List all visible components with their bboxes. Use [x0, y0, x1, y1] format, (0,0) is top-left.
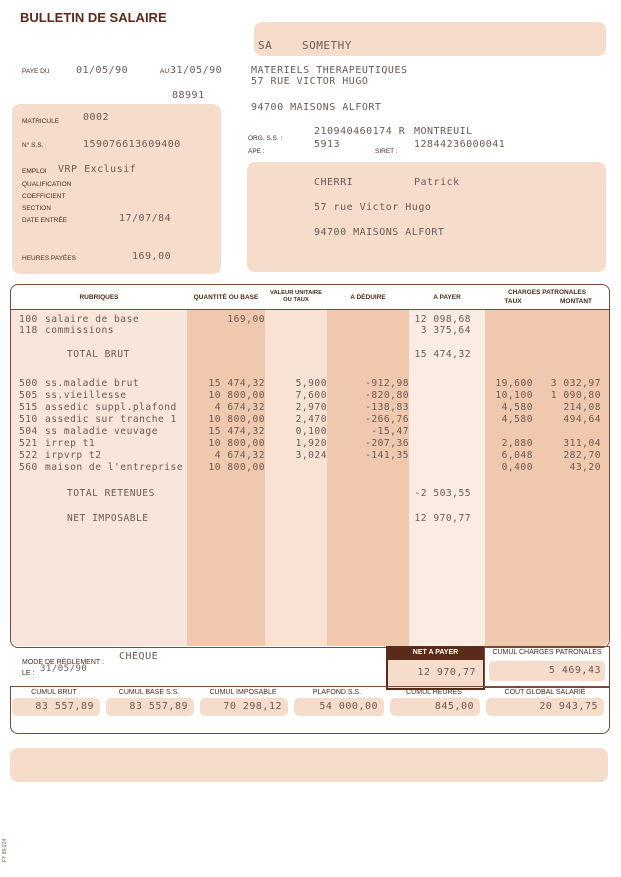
cell-deduct: -138,83	[365, 402, 409, 413]
cell-cmontant: 43,20	[569, 462, 601, 473]
cumul-base-value: 83 557,89	[129, 701, 188, 712]
cell-code: 515	[19, 402, 38, 413]
au-label: AU	[160, 68, 170, 75]
table-row	[11, 513, 611, 524]
cell-code: 118	[19, 325, 38, 336]
cell-label: TOTAL BRUT	[67, 349, 130, 360]
column-quantite-shade	[187, 310, 265, 646]
cell-label: irrep t1	[45, 438, 96, 449]
cell-code: 500	[19, 378, 38, 389]
cell-ctaux: 4,580	[501, 414, 533, 425]
table-row	[11, 438, 611, 449]
cell-rate: 7,600	[295, 390, 327, 401]
header-rubriques: RUBRIQUES	[79, 294, 119, 301]
column-payer-shade	[409, 310, 485, 646]
plafond-box	[294, 698, 384, 716]
column-valeur-shade	[265, 310, 327, 646]
cell-code: 521	[19, 438, 38, 449]
table-row	[11, 414, 611, 425]
table-row	[11, 402, 611, 413]
cell-label: ss.vieillesse	[45, 390, 127, 401]
cell-cmontant: 214,08	[563, 402, 601, 413]
org-ss-city: MONTREUIL	[414, 126, 473, 137]
cell-pay: 12 970,77	[414, 513, 471, 524]
header-montant: MONTANT	[559, 298, 592, 305]
employee-info-box	[12, 104, 221, 274]
notes-box	[10, 748, 608, 782]
paye-du-label: PAYE DU	[22, 68, 50, 75]
ape-value: 5913	[314, 139, 341, 150]
cell-deduct: -266,76	[365, 414, 409, 425]
header-divider	[11, 309, 609, 310]
qualification-label: QUALIFICATION	[22, 181, 72, 188]
emploi-value: VRP Exclusif	[58, 164, 137, 175]
le-value: 31/05/90	[40, 664, 88, 674]
table-row	[11, 325, 611, 336]
cell-deduct: -207,36	[365, 438, 409, 449]
date-entree-value: 17/07/84	[119, 213, 172, 224]
cell-qty: 10 800,00	[208, 438, 265, 449]
header-quantite: QUANTITÉ OU BASE	[193, 294, 259, 301]
table-row	[11, 378, 611, 389]
cell-cmontant: 282,70	[563, 450, 601, 461]
employer-name: SOMETHY	[302, 39, 352, 52]
siret-label: SIRET :	[375, 148, 398, 155]
paye-du-value: 01/05/90	[76, 65, 129, 76]
cell-ctaux: 2,880	[501, 438, 533, 449]
ss-label: N° S.S.	[22, 142, 44, 149]
cell-rate: 2,470	[295, 414, 327, 425]
employee-address: 57 rue Victor Hugo	[314, 202, 432, 213]
cell-cmontant: 3 032,97	[550, 378, 601, 389]
cumul-brut-value: 83 557,89	[35, 701, 94, 712]
cell-rate: 0,100	[295, 426, 327, 437]
employer-city: 94700 MAISONS ALFORT	[251, 102, 382, 113]
lines-table	[10, 284, 610, 648]
cell-label: maison de l'entreprise	[45, 462, 184, 473]
cell-label: irpvrp t2	[45, 450, 102, 461]
ape-label: APE :	[248, 148, 265, 155]
cell-label: TOTAL RETENUES	[67, 488, 155, 499]
cell-label: assedic suppl.plafond	[45, 402, 177, 413]
table-row	[11, 390, 611, 401]
cumul-charges-value: 5 469,43	[548, 665, 601, 676]
cell-pay: 3 375,64	[420, 325, 471, 336]
cell-rate: 5,900	[295, 378, 327, 389]
org-ss-value: 210940460174 R	[314, 126, 406, 137]
matricule-value: 0002	[83, 112, 110, 123]
cell-label: NET IMPOSABLE	[67, 513, 149, 524]
cell-qty: 15 474,32	[208, 378, 265, 389]
cell-code: 505	[19, 390, 38, 401]
cumul-imposable-box	[200, 698, 288, 716]
cell-pay: 12 098,68	[414, 314, 471, 325]
table-row	[11, 314, 611, 325]
cout-global-label: COÛT GLOBAL SALARIÉ	[504, 689, 586, 696]
cumul-charges-box	[484, 646, 610, 688]
cell-ctaux: 4,580	[501, 402, 533, 413]
header-valeur: VALEUR UNITAIRE OU TAUX	[270, 290, 322, 303]
net-a-payer-value: 12 970,77	[417, 667, 476, 678]
cell-code: 560	[19, 462, 38, 473]
cumul-heures-value: 845,00	[434, 701, 474, 712]
cell-ctaux: 0,400	[501, 462, 533, 473]
cell-qty: 10 800,00	[208, 462, 265, 473]
org-ss-label: ORG. S.S. :	[248, 135, 283, 142]
cout-global-value: 20 943,75	[539, 701, 598, 712]
section-label: SECTION	[22, 205, 51, 212]
employer-prefix: SA	[258, 39, 273, 52]
plafond-label: PLAFOND S.S.	[312, 689, 362, 696]
table-row	[11, 349, 611, 360]
document-title: BULLETIN DE SALAIRE	[20, 10, 167, 25]
cumul-heures-label: CUMUL HEURES	[406, 689, 462, 696]
cumul-imposable-value: 70 298,12	[223, 701, 282, 712]
cell-label: ss.maladie brut	[45, 378, 140, 389]
table-row	[11, 450, 611, 461]
net-a-payer-label: NET A PAYER	[412, 649, 459, 656]
cell-deduct: -15,47	[371, 426, 409, 437]
cell-rate: 2,970	[295, 402, 327, 413]
header-charges: CHARGES PATRONALES	[507, 289, 587, 296]
cell-qty: 169,00	[227, 314, 265, 325]
mode-label: MODE DE RÈGLEMENT :	[22, 659, 104, 666]
column-charges-shade	[485, 310, 609, 646]
cell-qty: 10 800,00	[208, 390, 265, 401]
cell-qty: 15 474,32	[208, 426, 265, 437]
cell-code: 510	[19, 414, 38, 425]
table-row	[11, 488, 611, 499]
le-label: LE :	[22, 670, 35, 677]
cumul-charges-label: CUMUL CHARGES PATRONALES	[492, 649, 602, 656]
employer-activity: MATERIELS THERAPEUTIQUES	[251, 65, 408, 76]
code-value: 88991	[172, 90, 205, 101]
cell-ctaux: 6,048	[501, 450, 533, 461]
table-row	[11, 462, 611, 473]
cumul-base-box	[106, 698, 194, 716]
header-payer: A PAYER	[433, 294, 461, 301]
heures-label: HEURES PAYÉES	[22, 255, 76, 262]
cell-code: 504	[19, 426, 38, 437]
cell-rate: 1,920	[295, 438, 327, 449]
cell-label: salaire de base	[45, 314, 140, 325]
cumul-brut-box	[12, 698, 100, 716]
column-rubriques-shade	[11, 310, 187, 646]
column-deduire-shade	[327, 310, 409, 646]
net-a-payer-box	[386, 646, 485, 690]
heures-value: 169,00	[132, 251, 172, 262]
cumul-brut-label: CUMUL BRUT	[31, 689, 77, 696]
cell-pay: 15 474,32	[414, 349, 471, 360]
header-taux: TAUX	[504, 298, 522, 305]
employee-city: 94700 MAISONS ALFORT	[314, 227, 445, 238]
ss-value: 159076613609400	[83, 139, 181, 150]
header-deduire: A DÉDUIRE	[350, 294, 386, 301]
matricule-label: MATRICULE	[22, 118, 60, 125]
cell-qty: 4 674,32	[214, 450, 265, 461]
cell-label: ss maladie veuvage	[45, 426, 158, 437]
cell-label: commissions	[45, 325, 115, 336]
cell-deduct: -141,35	[365, 450, 409, 461]
siret-value: 12844236000041	[414, 139, 506, 150]
mode-value: CHEQUE	[119, 651, 159, 662]
cell-ctaux: 10,100	[495, 390, 533, 401]
cell-label: assedic sur tranche 1	[45, 414, 177, 425]
date-entree-label: DATE ENTRÉE	[22, 217, 68, 224]
cell-deduct: -820,80	[365, 390, 409, 401]
cell-cmontant: 311,04	[563, 438, 601, 449]
cell-deduct: -912,98	[365, 378, 409, 389]
cell-rate: 3,024	[295, 450, 327, 461]
cout-global-box	[486, 698, 604, 716]
cell-code: 522	[19, 450, 38, 461]
employee-first-name: Patrick	[414, 177, 460, 188]
employee-last-name: CHERRI	[314, 177, 354, 188]
employer-address: 57 RUE VICTOR HUGO	[251, 76, 369, 87]
cell-pay: -2 503,55	[414, 488, 471, 499]
cell-cmontant: 1 090,80	[550, 390, 601, 401]
form-reference: FY 89-224	[2, 838, 8, 862]
au-value: 31/05/90	[170, 65, 223, 76]
table-row	[11, 426, 611, 437]
cumul-imposable-label: CUMUL IMPOSABLE	[209, 689, 277, 696]
cell-code: 100	[19, 314, 38, 325]
emploi-label: EMPLOI	[22, 168, 47, 175]
cell-qty: 4 674,32	[214, 402, 265, 413]
cumul-base-label: CUMUL BASE S.S.	[118, 689, 180, 696]
cell-ctaux: 19,600	[495, 378, 533, 389]
plafond-value: 54 000,00	[319, 701, 378, 712]
cell-cmontant: 494,64	[563, 414, 601, 425]
cell-qty: 10 800,00	[208, 414, 265, 425]
coefficient-label: COEFFICIENT	[22, 193, 66, 200]
cumul-heures-box	[390, 698, 480, 716]
